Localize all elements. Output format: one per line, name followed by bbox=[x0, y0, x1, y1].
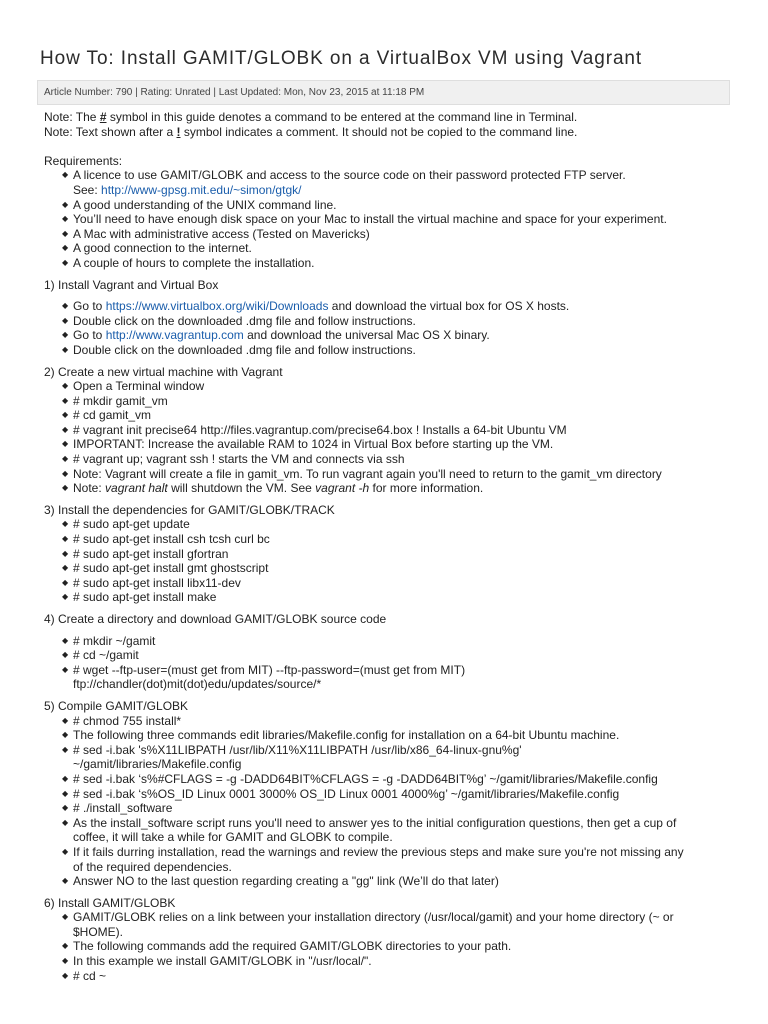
bullet-icon: ◆ bbox=[62, 214, 69, 224]
list-item: ◆ # wget --ftp-user=(must get from MIT) --ftp-password=(must get from MIT) ftp://chandler(dot)mit(dot)edu/updates/source/* bbox=[62, 662, 466, 692]
bullet-icon: ◆ bbox=[62, 715, 69, 725]
list-item: ◆ A Mac with administrative access (Tested on Mavericks) bbox=[62, 226, 370, 241]
bullet-icon: ◆ bbox=[62, 817, 69, 827]
bullet-icon: ◆ bbox=[62, 199, 69, 209]
bullet-icon: ◆ bbox=[62, 970, 69, 980]
list-item: ◆ # sudo apt-get install csh tcsh curl bc bbox=[62, 532, 270, 547]
list-item: ◆ # sudo apt-get install gfortran bbox=[62, 546, 229, 561]
list-item: ◆ Note: Vagrant will create a file in gamit_vm. To run vagrant again you'll need to return to the gamit_vm directory bbox=[62, 466, 662, 481]
list-item: ◆ # mkdir gamit_vm bbox=[62, 393, 168, 408]
step1-heading: 1) Install Vagrant and Virtual Box bbox=[44, 277, 219, 292]
step3-heading: 3) Install the dependencies for GAMIT/GLOBK/TRACK bbox=[44, 502, 335, 517]
bullet-icon: ◆ bbox=[62, 301, 69, 311]
list-item: ◆ # ./install_software bbox=[62, 801, 173, 816]
bullet-icon: ◆ bbox=[62, 483, 69, 493]
bullet-icon: ◆ bbox=[62, 912, 69, 922]
list-item: ◆ Open a Terminal window bbox=[62, 379, 205, 394]
article-meta-bar: Article Number: 790 | Rating: Unrated | Last Updated: Mon, Nov 23, 2015 at 11:18 PM bbox=[37, 80, 730, 105]
note-command-symbol: Note: The # symbol in this guide denotes a command to be entered at the command line in Terminal. bbox=[44, 110, 578, 124]
bullet-icon: ◆ bbox=[62, 803, 69, 813]
bullet-icon: ◆ bbox=[62, 876, 69, 886]
list-item: ◆ # vagrant init precise64 http://files.vagrantup.com/precise64.box ! Installs a 64-bit Ubuntu VM bbox=[62, 422, 567, 437]
bullet-icon: ◆ bbox=[62, 563, 69, 573]
step3-list bbox=[44, 517, 734, 605]
bullet-icon: ◆ bbox=[62, 330, 69, 340]
list-item: ◆ Answer NO to the last question regarding creating a "gg" link (We’ll do that later) bbox=[62, 874, 499, 889]
list-item: ◆ # sudo apt-get install libx11-dev bbox=[62, 575, 241, 590]
bullet-icon: ◆ bbox=[62, 534, 69, 544]
bullet-icon: ◆ bbox=[62, 395, 69, 405]
list-item: ◆ IMPORTANT: Increase the available RAM to 1024 in Virtual Box before starting up the VM. bbox=[62, 437, 554, 452]
bullet-icon: ◆ bbox=[62, 454, 69, 464]
list-item: ◆ A good connection to the internet. bbox=[62, 241, 252, 256]
bullet-icon: ◆ bbox=[62, 439, 69, 449]
bullet-icon: ◆ bbox=[62, 257, 69, 267]
step2-heading: 2) Create a new virtual machine with Vagrant bbox=[44, 364, 283, 379]
step5-list bbox=[44, 714, 734, 889]
virtualbox-downloads-link[interactable]: https://www.virtualbox.org/wiki/Downloads bbox=[105, 299, 329, 314]
list-item: ◆ # cd ~ bbox=[62, 968, 107, 983]
bullet-icon: ◆ bbox=[62, 228, 69, 238]
bullet-icon: ◆ bbox=[62, 519, 69, 529]
list-item: ◆ # sudo apt-get install gmt ghostscript bbox=[62, 561, 269, 576]
list-item: ◆ As the install_software script runs you'll need to answer yes to the initial configuration questions, then get a cup of coffee, it will take a while for GAMIT and GLOBK to compile. bbox=[62, 815, 677, 845]
bullet-icon: ◆ bbox=[62, 344, 69, 354]
list-item: ◆ Note: vagrant halt will shutdown the VM. See vagrant -h for more information. bbox=[62, 481, 484, 496]
list-item: ◆ In this example we install GAMIT/GLOBK in "/usr/local/". bbox=[62, 954, 372, 969]
list-item: ◆ # cd gamit_vm bbox=[62, 408, 152, 423]
list-item: ◆ The following commands add the required GAMIT/GLOBK directories to your path. bbox=[62, 939, 512, 954]
bullet-icon: ◆ bbox=[62, 592, 69, 602]
list-item: ◆ Double click on the downloaded .dmg file and follow instructions. bbox=[62, 342, 416, 357]
bullet-icon: ◆ bbox=[62, 635, 69, 645]
list-item: ◆ # sed -i.bak ‘s%#CFLAGS = -g -DADD64BIT%CFLAGS = -g -DADD64BIT%g’ ~/gamit/libraries/Makefile.config bbox=[62, 771, 658, 786]
bullet-icon: ◆ bbox=[62, 577, 69, 587]
step1-list bbox=[44, 299, 734, 357]
bullet-icon: ◆ bbox=[62, 170, 69, 180]
list-item: ◆ # mkdir ~/gamit bbox=[62, 633, 156, 648]
list-item: ◆ # vagrant up; vagrant ssh ! starts the VM and connects via ssh bbox=[62, 452, 405, 467]
list-item: ◆ A couple of hours to complete the installation. bbox=[62, 255, 315, 270]
list-item: ◆ A licence to use GAMIT/GLOBK and access to the source code on their password protected FTP server. See: http://www-gpsg.mit.edu/~simon/gtgk/ bbox=[62, 168, 626, 197]
bullet-icon: ◆ bbox=[62, 744, 69, 754]
list-item: ◆ Go to https://www.virtualbox.org/wiki/Downloads and download the virtual box for OS X hosts. bbox=[62, 299, 570, 314]
list-item: ◆ You’ll need to have enough disk space on your Mac to install the virtual machine and space for your experiment. bbox=[62, 212, 667, 227]
list-item: ◆ Double click on the downloaded .dmg file and follow instructions. bbox=[62, 313, 416, 328]
bullet-icon: ◆ bbox=[62, 730, 69, 740]
bullet-icon: ◆ bbox=[62, 773, 69, 783]
bullet-icon: ◆ bbox=[62, 381, 69, 391]
bang-symbol: ! bbox=[176, 124, 181, 139]
bullet-icon: ◆ bbox=[62, 424, 69, 434]
list-item: ◆ Go to http://www.vagrantup.com and download the universal Mac OS X binary. bbox=[62, 328, 490, 343]
list-item: ◆ # sudo apt-get update bbox=[62, 517, 190, 532]
requirements-heading: Requirements: bbox=[44, 153, 123, 168]
gamit-license-link[interactable]: http://www-gpsg.mit.edu/~simon/gtgk/ bbox=[101, 182, 302, 197]
step6-heading: 6) Install GAMIT/GLOBK bbox=[44, 895, 176, 910]
list-item: ◆ The following three commands edit libraries/Makefile.config for installation on a 64-bit Ubuntu machine. bbox=[62, 728, 620, 743]
requirements-list bbox=[44, 168, 734, 270]
list-item: ◆ GAMIT/GLOBK relies on a link between your installation directory (/usr/local/gamit) and your home directory (~ or $HOME). bbox=[62, 910, 674, 939]
bullet-icon: ◆ bbox=[62, 664, 69, 674]
bullet-icon: ◆ bbox=[62, 548, 69, 558]
list-item: ◆ A good understanding of the UNIX command line. bbox=[62, 197, 337, 212]
bullet-icon: ◆ bbox=[62, 468, 69, 478]
bullet-icon: ◆ bbox=[62, 941, 69, 951]
bullet-icon: ◆ bbox=[62, 788, 69, 798]
step4-heading: 4) Create a directory and download GAMIT/GLOBK source code bbox=[44, 612, 387, 626]
list-item: ◆ # sudo apt-get install make bbox=[62, 590, 217, 605]
bullet-icon: ◆ bbox=[62, 410, 69, 420]
list-item: ◆ # sed -i.bak ‘s%OS_ID Linux 0001 3000% OS_ID Linux 0001 4000%g’ ~/gamit/libraries/Makefile.config bbox=[62, 786, 620, 801]
hash-symbol: # bbox=[99, 110, 107, 124]
article-body bbox=[44, 110, 734, 983]
list-item: ◆ # chmod 755 install* bbox=[62, 713, 182, 728]
step6-list bbox=[44, 910, 734, 983]
bullet-icon: ◆ bbox=[62, 956, 69, 966]
note-comment-symbol: Note: Text shown after a ! symbol indicates a comment. It should not be copied to the command line. bbox=[44, 124, 578, 139]
bullet-icon: ◆ bbox=[62, 846, 69, 856]
vagrant-link[interactable]: http://www.vagrantup.com bbox=[105, 328, 244, 343]
step4-list bbox=[44, 634, 734, 692]
list-item: ◆ If it fails durring installation, read the warnings and review the previous steps and make sure you're not missing any of the required dependencies. bbox=[62, 844, 684, 874]
bullet-icon: ◆ bbox=[62, 315, 69, 325]
list-item: ◆ # cd ~/gamit bbox=[62, 648, 139, 663]
bullet-icon: ◆ bbox=[62, 650, 69, 660]
step5-heading: 5) Compile GAMIT/GLOBK bbox=[44, 698, 189, 713]
list-item: ◆ # sed -i.bak 's%X11LIBPATH /usr/lib/X11%X11LIBPATH /usr/lib/x86_64-linux-gnu%g' ~/gamit/libraries/Makefile.config bbox=[62, 742, 522, 772]
bullet-icon: ◆ bbox=[62, 243, 69, 253]
article-title: How To: Install GAMIT/GLOBK on a VirtualBox VM using Vagrant bbox=[40, 48, 643, 69]
step2-list bbox=[44, 379, 734, 496]
